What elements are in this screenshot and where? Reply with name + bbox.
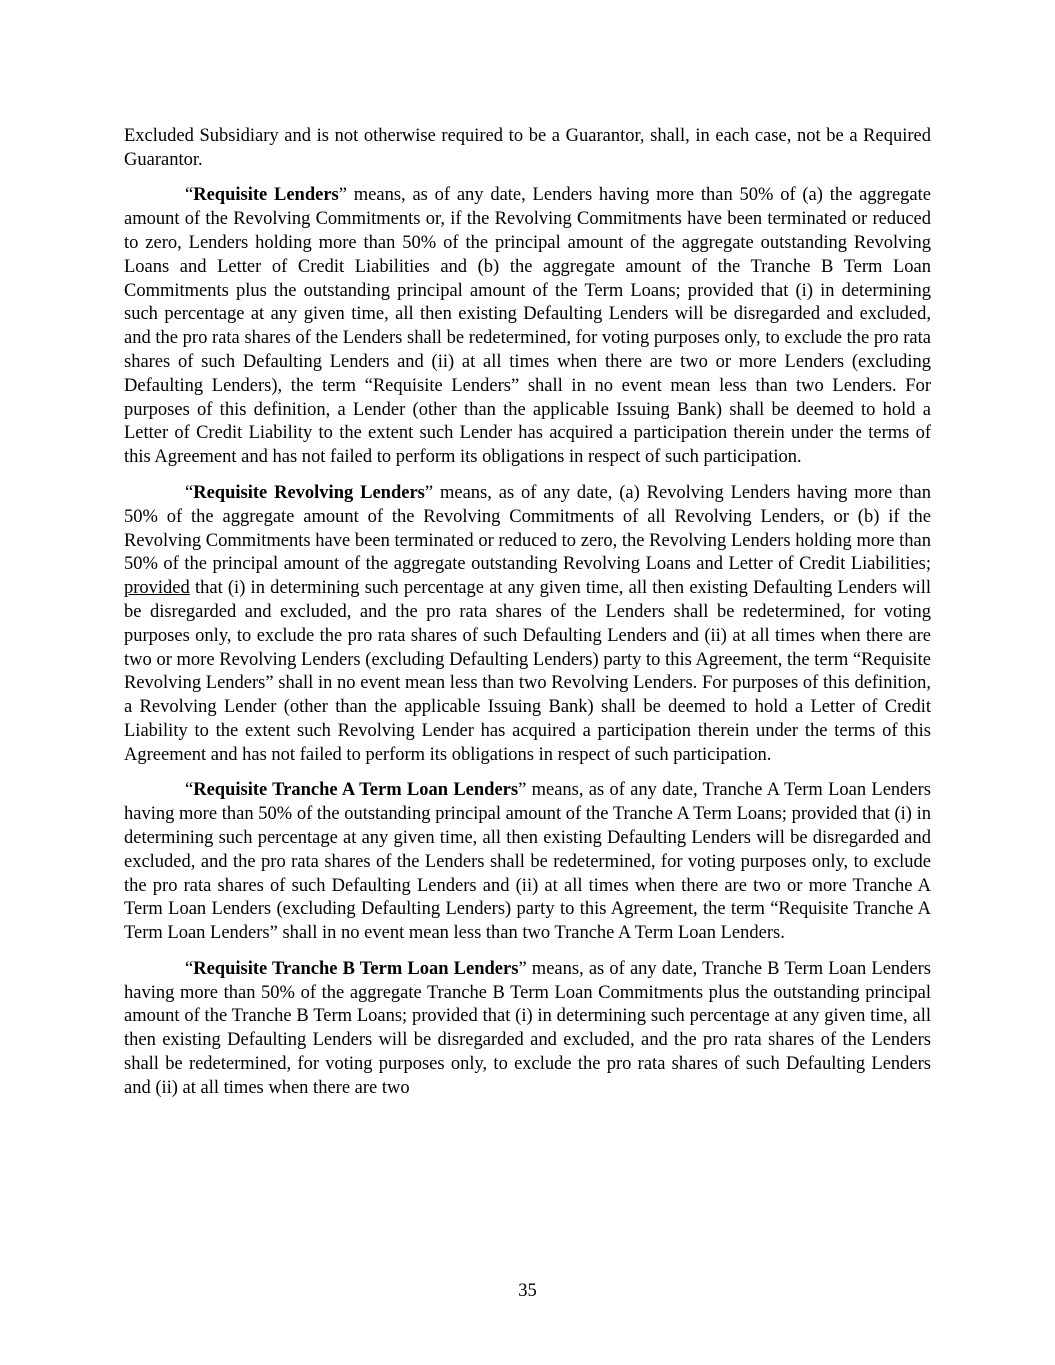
paragraph-text: Excluded Subsidiary and is not otherwise required to be a Guarantor, shall, in each case, not be a Required Guarantor.	[124, 126, 931, 170]
underlined-provided: provided	[124, 578, 190, 599]
definition-text: means, as of any date, Lenders having more than 50% of (a) the aggregate amount of the Revolving Commitments or, if the Revolving Commitments have been terminated or reduced to zero, Lenders holding more than 50% of the principal amount of the aggregate outstanding Revolving Loans and Letter of Credit Liabilities and (b) the aggregate amount of the Tranche B Term Loan Commitments plus the outstanding principal amount of the Term Loans; provided that (i) in determining such percentage at any given time, all then existing Defaulting Lenders will be disregarded and excluded, and the pro rata shares of the Lenders shall be redetermined, for voting purposes only, to exclude the pro rata shares of such Defaulting Lenders and (ii) at all times when there are two or more Lenders (excluding Defaulting Lenders), the term “Requisite Lenders” shall in no event mean less than two Lenders. For purposes of this definition, a Lender (other than the applicable Issuing Bank) shall be deemed to hold a Letter of Credit Liability to the extent such Lender has acquired a participation therein under the terms of this Agreement and has not failed to perform its obligations in respect of such participation.	[124, 185, 931, 468]
close-quote: ”	[518, 780, 527, 801]
close-quote: ”	[338, 185, 347, 206]
defined-term: Requisite Revolving Lenders	[193, 482, 425, 503]
definition-requisite-lenders	[124, 184, 931, 470]
definition-requisite-revolving-lenders	[124, 482, 931, 768]
definition-text: means, as of any date, Tranche B Term Loan Lenders having more than 50% of the aggregate Tranche B Term Loan Commitments plus the outstanding principal amount of the Tranche B Term Loans; provided that (i) in determining such percentage at any given time, all then existing Defaulting Lenders will be disregarded and excluded, and the pro rata shares of the Lenders shall be redetermined, for voting purposes only, to exclude the pro rata shares of such Defaulting Lenders and (ii) at all times when there are two	[124, 958, 932, 1098]
continued-paragraph	[124, 125, 931, 173]
open-quote: “	[185, 780, 194, 801]
open-quote: “	[185, 185, 194, 206]
close-quote: ”	[518, 958, 527, 979]
definition-requisite-tranche-b-term-loan-lenders	[124, 958, 931, 1101]
definition-text: means, as of any date, Tranche A Term Loan Lenders having more than 50% of the outstanding principal amount of the Tranche A Term Loans; provided that (i) in determining such percentage at any given time, all then existing Defaulting Lenders will be disregarded and excluded, and the pro rata shares of the Lenders shall be redetermined, for voting purposes only, to exclude the pro rata shares of such Defaulting Lenders and (ii) at all times when there are two or more Tranche A Term Loan Lenders (excluding Defaulting Lenders) party to this Agreement, the term “Requisite Tranche A Term Loan Lenders” shall in no event mean less than two Tranche A Term Loan Lenders.	[124, 780, 931, 944]
document-body	[124, 125, 931, 1113]
definition-text-continued: that (i) in determining such percentage at any given time, all then existing Defaulting Lenders will be disregarded and excluded, and the pro rata shares of the Lenders shall be redetermined, for voting purposes only, to exclude the pro rata shares of such Defaulting Lenders and (ii) at all times when there are two or more Revolving Lenders (excluding Defaulting Lenders) party to this Agreement, the term “Requisite Revolving Lenders” shall in no event mean less than two Revolving Lenders. For purposes of this definition, a Revolving Lender (other than the applicable Issuing Bank) shall be deemed to hold a Letter of Credit Liability to the extent such Revolving Lender has acquired a participation therein under the terms of this Agreement and has not failed to perform its obligations in respect of such participation.	[124, 578, 931, 765]
open-quote: “	[185, 958, 194, 979]
definition-requisite-tranche-a-term-loan-lenders	[124, 779, 931, 946]
page-number: 35	[518, 1281, 537, 1301]
definition-text: means, as of any date, (a) Revolving Lenders having more than 50% of the aggregate amount of the Revolving Commitments of all Revolving Lenders, or (b) if the Revolving Commitments have been terminated or reduced to zero, the Revolving Lenders holding more than 50% of the principal amount of the aggregate outstanding Revolving Loans and Letter of Credit Liabilities;	[124, 482, 931, 575]
open-quote: “	[185, 482, 194, 503]
defined-term: Requisite Tranche A Term Loan Lenders	[193, 780, 519, 801]
close-quote: ”	[424, 482, 434, 503]
defined-term: Requisite Tranche B Term Loan Lenders	[193, 958, 519, 979]
defined-term: Requisite Lenders	[193, 185, 339, 206]
